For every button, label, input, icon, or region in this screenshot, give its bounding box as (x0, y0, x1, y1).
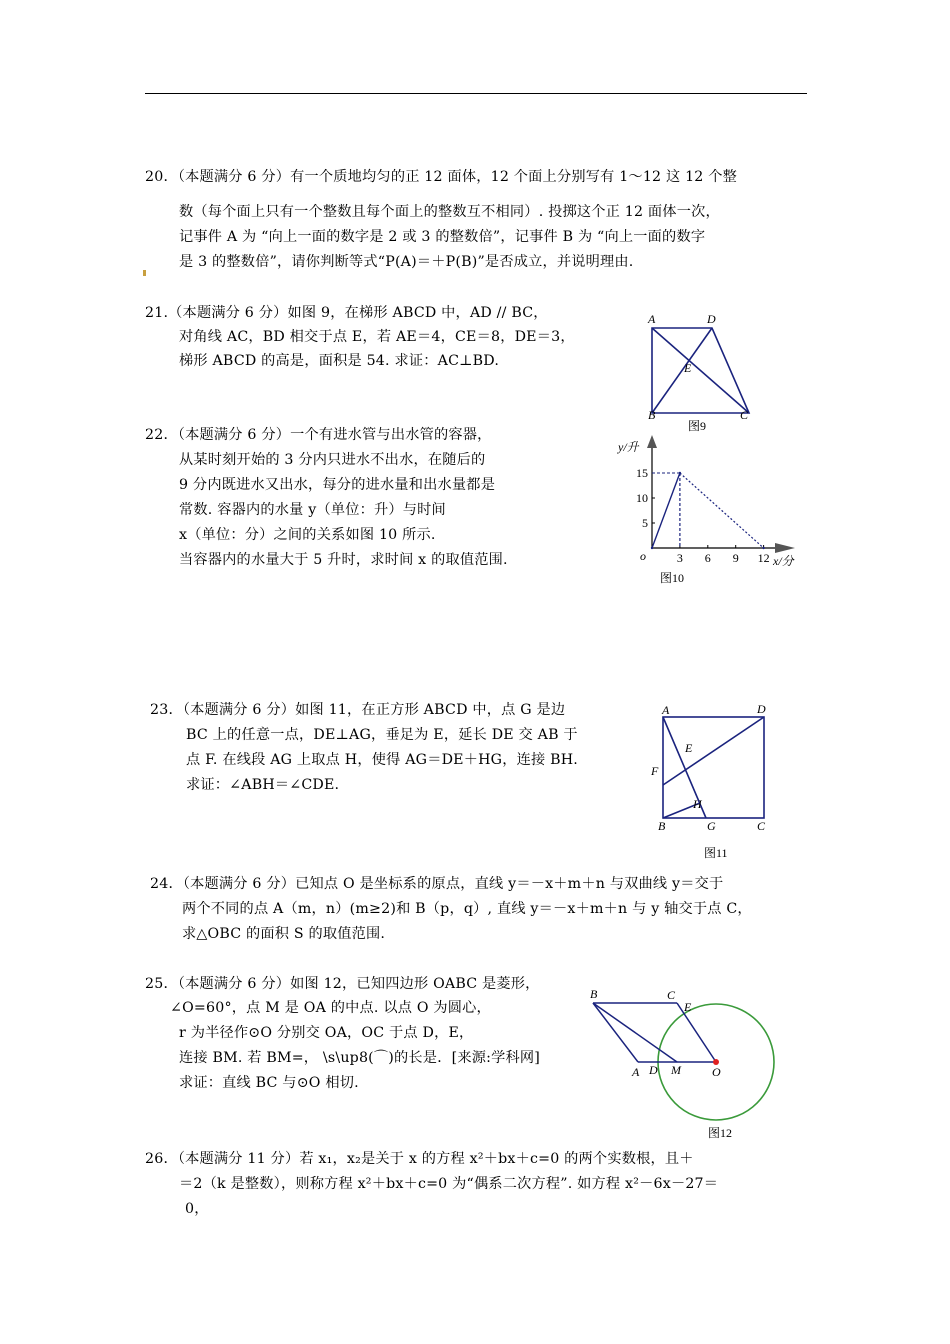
label-e: E (685, 741, 693, 755)
segment-co (677, 1003, 716, 1062)
square-abcd (663, 717, 764, 818)
label-o: O (712, 1065, 721, 1079)
q20-line-2: 数（每个面上只有一个整数且每个面上的整数互不相同）. 投掷这个正 12 面体一次， (179, 204, 720, 220)
q23-line-1: 23．（本题满分 6 分）如图 11，在正方形 ABCD 中，点 G 是边 (150, 702, 566, 718)
q26-line-3: 0， (185, 1201, 209, 1217)
label-e: E (684, 361, 692, 375)
data-point (762, 547, 764, 549)
figure-11 (645, 700, 775, 865)
x-tick-label: 6 (704, 551, 711, 565)
q20-line-1: 20．（本题满分 6 分）有一个质地均匀的正 12 面体，12 个面上分别写有 1〜12 这 12 个整 (145, 169, 738, 185)
label-h: H (693, 797, 702, 811)
label-a: A (648, 312, 656, 326)
figure-10-chart (615, 430, 800, 590)
q20-line-3: 记事件 A 为 “向上一面的数字是 2 或 3 的整数倍”，记事件 B 为 “向上一面的数字 (179, 229, 706, 245)
q26-line-1: 26．（本题满分 11 分）若 x₁，x₂是关于 x 的方程 x²＋bx＋c=0 的两个实数根，且＋ (145, 1151, 694, 1167)
label-d: D (757, 702, 766, 716)
q22-line-5: x（单位：分）之间的关系如图 10 所示. (179, 527, 436, 543)
x-axis-label: x/分 (773, 554, 794, 568)
y-tick-label: 5 (642, 516, 648, 530)
segment-bm (593, 1003, 677, 1062)
label-a: A (632, 1065, 640, 1079)
label-c: C (740, 408, 749, 422)
label-c: C (667, 988, 676, 1002)
segment-ba (593, 1003, 638, 1062)
x-tick-label: 12 (757, 551, 770, 565)
series-line-falling (680, 473, 764, 548)
q22-line-2: 从某时刻开始的 3 分内只进水不出水，在随后的 (179, 452, 486, 468)
x-axis-arrow (775, 543, 795, 553)
label-g: G (707, 819, 716, 833)
margin-mark (143, 270, 146, 276)
data-point (679, 472, 681, 474)
figure-12 (585, 985, 785, 1145)
q22-line-4: 常数. 容器内的水量 y（单位：升）与时间 (179, 502, 446, 518)
q24-line-3: 求△OBC 的面积 S 的取值范围. (182, 926, 386, 942)
y-tick-label: 10 (636, 491, 648, 505)
q25-line-5: 求证：直线 BC 与⊙O 相切. (179, 1075, 359, 1091)
y-axis-arrow (647, 435, 657, 448)
figure-9-caption: 图9 (688, 419, 707, 433)
q23-line-3: 点 F. 在线段 AG 上取点 H，使得 AG＝DE＋HG，连接 BH. (186, 752, 579, 768)
q26-line-2: ＝2（k 是整数），则称方程 x²＋bx＋c=0 为“偶系二次方程”. 如方程 x²－6x－27＝ (179, 1176, 719, 1192)
label-d: D (707, 312, 716, 326)
q23-line-4: 求证：∠ABH＝∠CDE. (186, 777, 340, 793)
q24-line-2: 两个不同的点 A（m，n）(m≥2)和 B（p，q）, 直线 y＝－x＋m＋n 与 y 轴交于点 C， (182, 901, 752, 917)
q23-line-2: BC 上的任意一点，DE⊥AG，垂足为 E，延长 DE 交 AB 于 (186, 727, 578, 743)
q22-line-6: 当容器内的水量大于 5 升时，求时间 x 的取值范围. (179, 552, 508, 568)
q22-line-3: 9 分内既进水又出水，每分的进水量和出水量都是 (179, 477, 496, 493)
label-e: E (684, 1000, 692, 1014)
q21-line-3: 梯形 ABCD 的高是，面积是 54. 求证：AC⊥BD. (179, 353, 500, 369)
q25-line-2: ∠O=60°，点 M 是 OA 的中点. 以点 O 为圆心， (170, 1000, 491, 1016)
q25-line-3: r 为半径作⊙O 分别交 OA，OC 于点 D，E， (179, 1025, 474, 1041)
header-rule (145, 93, 807, 94)
q21-line-1: 21.（本题满分 6 分）如图 9，在梯形 ABCD 中，AD // BC， (145, 305, 548, 321)
figure-12-caption: 图12 (708, 1126, 733, 1140)
q22-line-1: 22．（本题满分 6 分）一个有进水管与出水管的容器， (145, 427, 492, 443)
label-c: C (757, 819, 766, 833)
label-m: M (671, 1063, 681, 1077)
x-tick-label: 9 (732, 551, 739, 565)
label-b: B (658, 819, 666, 833)
q25-line-4: 连接 BM. 若 BM=， \s\up8(⌒)的长是．[来源:学科网] (179, 1050, 540, 1066)
q24-line-1: 24．（本题满分 6 分）已知点 O 是坐标系的原点，直线 y＝－x＋m＋n 与双曲线 y＝交于 (150, 876, 724, 892)
series-line-rising (652, 473, 680, 548)
q25-line-1: 25．（本题满分 6 分）如图 12，已知四边形 OABC 是菱形， (145, 976, 540, 992)
label-a: A (662, 703, 670, 717)
q20-line-4: 是 3 的整数倍”，请你判断等式“P(A)＝＋P(B)”是否成立，并说明理由. (179, 254, 634, 270)
data-point (651, 547, 653, 549)
label-f: F (651, 764, 659, 778)
label-d: D (649, 1063, 658, 1077)
y-axis-label: y/升 (618, 440, 639, 454)
figure-9 (640, 310, 760, 435)
y-tick-label: 15 (636, 466, 648, 480)
diagonal-ac (652, 328, 749, 413)
origin-label: o (640, 549, 646, 563)
label-b: B (648, 408, 656, 422)
figure-10-caption: 图10 (660, 571, 685, 585)
q21-line-2: 对角线 AC，BD 相交于点 E，若 AE＝4，CE＝8，DE＝3， (179, 329, 575, 345)
label-b: B (590, 987, 598, 1001)
diagonal-bd (652, 328, 712, 413)
figure-11-caption: 图11 (704, 846, 728, 860)
x-tick-label: 3 (676, 551, 683, 565)
